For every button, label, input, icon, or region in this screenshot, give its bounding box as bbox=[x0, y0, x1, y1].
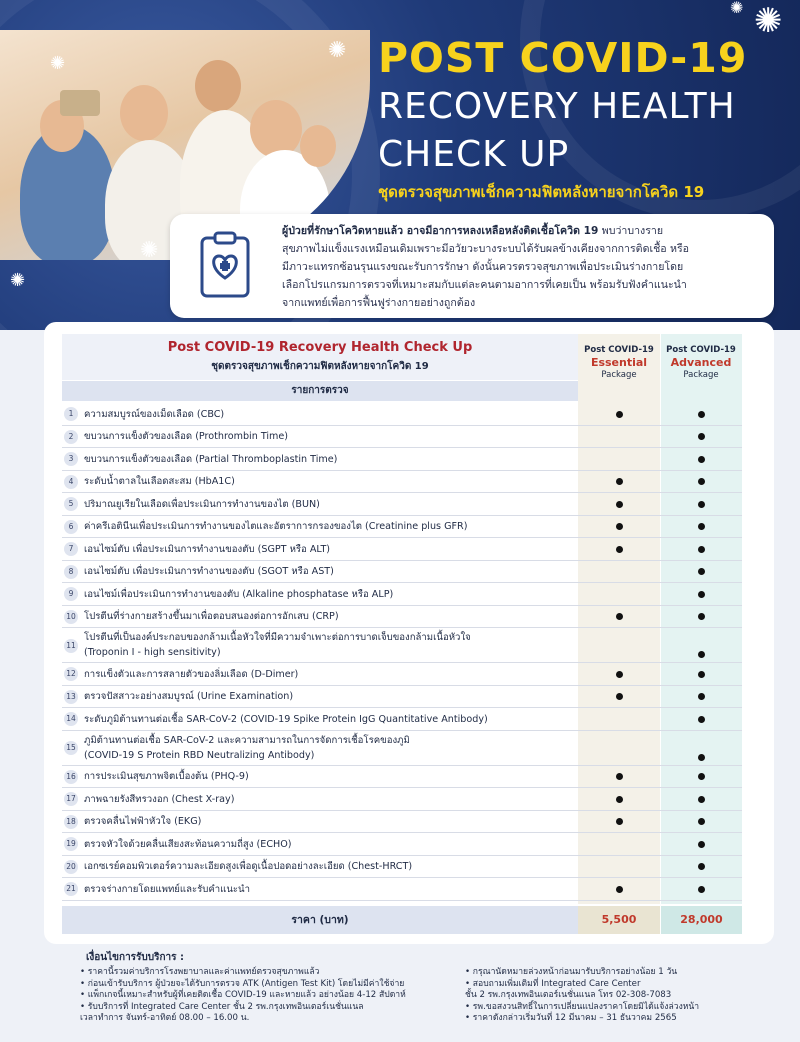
advanced-included-dot bbox=[698, 773, 705, 780]
row-label-line1: เอกซเรย์คอมพิวเตอร์ความละเอียดสูงเพื่อดูเนื้อปอดอย่างละเอียด (Chest-HRCT) bbox=[84, 861, 413, 873]
table-row bbox=[62, 766, 742, 789]
row-label bbox=[84, 814, 578, 829]
table-row bbox=[62, 788, 742, 811]
table-title-cell bbox=[62, 334, 578, 380]
row-label-line1: เอนไซม์เพื่อประเมินการทำงานของตับ (Alkaline phosphatase หรือ ALP) bbox=[84, 588, 394, 600]
row-number: 8 bbox=[64, 565, 78, 579]
title-line-1: POST COVID-19 bbox=[378, 34, 748, 82]
condition-item: • ก่อนเข้ารับบริการ ผู้ป่วยจะได้รับการตรวจ ATK (Antigen Test Kit) โดยไม่มีค่าใช้จ่าย bbox=[80, 978, 405, 989]
row-number: 3 bbox=[64, 452, 78, 466]
row-label bbox=[84, 837, 578, 852]
advanced-included-dot bbox=[698, 478, 705, 485]
table-row bbox=[62, 686, 742, 709]
row-label-line1: ขบวนการแข็งตัวของเลือด (Partial Thromboplastin Time) bbox=[84, 453, 338, 465]
intro-lead: ผู้ป่วยที่รักษาโควิดหายแล้ว อาจมีอาการหลงเหลือหลังติดเชื้อโควิด 19 bbox=[282, 225, 599, 237]
essential-included-dot bbox=[616, 796, 623, 803]
advanced-included-dot bbox=[698, 456, 705, 463]
price-row bbox=[62, 906, 742, 934]
table-row bbox=[62, 708, 742, 731]
essential-included-dot bbox=[616, 886, 623, 893]
table-row bbox=[62, 471, 742, 494]
advanced-included-dot bbox=[698, 818, 705, 825]
intro-line1-rest: พบว่าบางราย bbox=[598, 225, 664, 237]
essential-included-dot bbox=[616, 501, 623, 508]
row-label-line1: การประเมินสุขภาพจิตเบื้องต้น (PHQ-9) bbox=[84, 771, 249, 783]
table-row bbox=[62, 663, 742, 686]
row-number: 4 bbox=[64, 475, 78, 489]
row-number: 7 bbox=[64, 542, 78, 556]
advanced-included-dot bbox=[698, 523, 705, 530]
row-label bbox=[84, 497, 578, 512]
row-label-line1: ขบวนการแข็งตัวของเลือด (Prothrombin Time) bbox=[84, 431, 289, 443]
title-line-2: RECOVERY HEALTH bbox=[378, 86, 736, 127]
price-essential: 5,500 bbox=[578, 906, 660, 934]
table-row bbox=[62, 731, 742, 766]
row-label-line1: การแข็งตัวและการสลายตัวของลิ่มเลือด (D-Dimer) bbox=[84, 668, 299, 680]
row-label bbox=[84, 882, 578, 897]
row-number: 11 bbox=[64, 639, 78, 653]
essential-included-dot bbox=[616, 693, 623, 700]
essential-included-dot bbox=[616, 523, 623, 530]
advanced-included-dot bbox=[698, 501, 705, 508]
package-essential-line1: Post COVID-19 bbox=[584, 345, 654, 355]
conditions-title: เงื่อนไขการรับบริการ : bbox=[86, 952, 185, 963]
advanced-included-dot bbox=[698, 716, 705, 723]
row-label bbox=[84, 609, 578, 624]
condition-item: ชั้น 2 รพ.กรุงเทพอินเตอร์เนชั่นแนล โทร 02-308-7083 bbox=[465, 990, 672, 1001]
row-label bbox=[84, 712, 578, 727]
intro-line3: มีภาวะแทรกซ้อนรุนแรงขณะรับการรักษา ดังนั้นควรตรวจสุขภาพเพื่อประเมินร่างกายโดย bbox=[282, 261, 684, 273]
row-number: 17 bbox=[64, 792, 78, 806]
condition-item: • ราคานี้รวมค่าบริการโรงพยาบาลและค่าแพทย์ตรวจสุขภาพแล้ว bbox=[80, 967, 320, 977]
row-label bbox=[84, 630, 578, 660]
row-label-line1: ภูมิต้านทานต่อเชื้อ SAR-CoV-2 และความสามารถในการจัดการเชื้อโรคของภูมิ bbox=[84, 734, 410, 746]
table-row bbox=[62, 811, 742, 834]
table-row bbox=[62, 538, 742, 561]
intro-line5: จากแพทย์เพื่อการฟื้นฟูร่างกายอย่างถูกต้อง bbox=[282, 297, 476, 309]
condition-item: • รับบริการที่ Integrated Care Center ชั้น 2 รพ.กรุงเทพอินเตอร์เนชั่นแนล bbox=[80, 1001, 364, 1012]
essential-included-dot bbox=[616, 818, 623, 825]
row-label bbox=[84, 689, 578, 704]
row-number: 6 bbox=[64, 520, 78, 534]
row-label bbox=[84, 452, 578, 467]
row-number: 21 bbox=[64, 882, 78, 896]
row-number: 14 bbox=[64, 712, 78, 726]
row-number: 18 bbox=[64, 815, 78, 829]
table-row bbox=[62, 516, 742, 539]
row-label-line1: โปรตีนที่ร่างกายสร้างขึ้นมาเพื่อตอบสนองต่อการอักเสบ (CRP) bbox=[84, 611, 339, 623]
table-row bbox=[62, 583, 742, 606]
row-number: 13 bbox=[64, 690, 78, 704]
virus-icon: ✺ bbox=[754, 1, 783, 41]
title-line-3: CHECK UP bbox=[378, 134, 570, 175]
condition-item: • สอบถามเพิ่มเติมที่ Integrated Care Center bbox=[465, 978, 641, 989]
virus-icon: ✺ bbox=[140, 238, 159, 263]
row-label bbox=[84, 769, 578, 784]
condition-item: • ราคาดังกล่าวเริ่มวันที่ 12 มีนาคม – 31 ธันวาคม 2565 bbox=[465, 1013, 677, 1024]
row-number: 20 bbox=[64, 860, 78, 874]
advanced-included-dot bbox=[698, 591, 705, 598]
table-title-en: Post COVID-19 Recovery Health Check Up bbox=[167, 340, 473, 355]
package-essential-line3: Package bbox=[601, 370, 637, 380]
advanced-included-dot bbox=[698, 754, 705, 761]
advanced-included-dot bbox=[698, 568, 705, 575]
table-row bbox=[62, 561, 742, 584]
row-label-line1: ปริมาณยูเรียในเลือดเพื่อประเมินการทำงานของไต (BUN) bbox=[84, 498, 320, 510]
table-row bbox=[62, 493, 742, 516]
row-label bbox=[84, 667, 578, 682]
essential-included-dot bbox=[616, 671, 623, 678]
row-label-line1: ระดับน้ำตาลในเลือดสะสม (HbA1C) bbox=[84, 476, 235, 488]
row-number: 12 bbox=[64, 667, 78, 681]
intro-line4: เลือกโปรแกรมการตรวจที่เหมาะสมกับแต่ละคนตามอาการที่เคยเป็น พร้อมรับฟังคำแนะนำ bbox=[282, 279, 687, 291]
row-label-line2: (COVID-19 S Protein RBD Neutralizing Antibody) bbox=[84, 749, 315, 761]
package-essential-name: Essential bbox=[590, 356, 648, 369]
table-title-th: ชุดตรวจสุขภาพเช็กความฟิตหลังหายจากโควิด 19 bbox=[211, 361, 429, 372]
advanced-included-dot bbox=[698, 863, 705, 870]
virus-icon: ✺ bbox=[730, 0, 744, 17]
intro-text bbox=[282, 222, 768, 312]
row-label bbox=[84, 792, 578, 807]
package-header-essential bbox=[578, 345, 660, 380]
table-row bbox=[62, 833, 742, 856]
essential-included-dot bbox=[616, 411, 623, 418]
table-subheader: รายการตรวจ bbox=[62, 381, 578, 401]
advanced-included-dot bbox=[698, 411, 705, 418]
table-row bbox=[62, 448, 742, 471]
package-advanced-name: Advanced bbox=[670, 356, 732, 369]
package-header-advanced bbox=[660, 345, 742, 380]
row-label-line1: ตรวจปัสสาวะอย่างสมบูรณ์ (Urine Examination) bbox=[84, 691, 294, 703]
row-number: 5 bbox=[64, 497, 78, 511]
advanced-included-dot bbox=[698, 796, 705, 803]
essential-included-dot bbox=[616, 613, 623, 620]
row-label-line1: เอนไซม์ตับ เพื่อประเมินการทำงานของตับ (SGOT หรือ AST) bbox=[84, 566, 334, 578]
table-row bbox=[62, 856, 742, 879]
price-label: ราคา (บาท) bbox=[62, 906, 578, 934]
row-label bbox=[84, 474, 578, 489]
table-row bbox=[62, 628, 742, 663]
price-advanced: 28,000 bbox=[661, 906, 742, 934]
row-number: 1 bbox=[64, 407, 78, 421]
row-number: 15 bbox=[64, 741, 78, 755]
conditions-right bbox=[465, 967, 785, 1025]
clipboard-heart-icon bbox=[188, 228, 264, 304]
condition-item: • กรุณานัดหมายล่วงหน้าก่อนมารับบริการอย่างน้อย 1 วัน bbox=[465, 967, 678, 977]
advanced-included-dot bbox=[698, 651, 705, 658]
row-label-line1: เอนไซม์ตับ เพื่อประเมินการทำงานของตับ (SGPT หรือ ALT) bbox=[84, 543, 331, 555]
row-label-line1: ความสมบูรณ์ของเม็ดเลือด (CBC) bbox=[84, 408, 225, 420]
row-number: 16 bbox=[64, 770, 78, 784]
title-thai: ชุดตรวจสุขภาพเช็กความฟิตหลังหายจากโควิด 19 bbox=[378, 183, 705, 201]
row-number: 10 bbox=[64, 610, 78, 624]
table-row bbox=[62, 606, 742, 629]
row-label-line2: (Troponin I - high sensitivity) bbox=[84, 647, 221, 658]
row-label-line1: ตรวจหัวใจด้วยคลื่นเสียงสะท้อนความถี่สูง (ECHO) bbox=[84, 838, 292, 850]
advanced-included-dot bbox=[698, 613, 705, 620]
intro-box bbox=[170, 214, 774, 318]
package-advanced-line1: Post COVID-19 bbox=[666, 345, 736, 355]
row-label-line1: ระดับภูมิต้านทานต่อเชื้อ SAR-CoV-2 (COVID-19 Spike Protein IgG Quantitative Antibody) bbox=[84, 713, 488, 725]
virus-icon: ✺ bbox=[50, 53, 66, 74]
essential-included-dot bbox=[616, 546, 623, 553]
table-row bbox=[62, 426, 742, 449]
row-label bbox=[84, 587, 578, 602]
row-label-line1: โปรตีนที่เป็นองค์ประกอบของกล้ามเนื้อหัวใจที่มีความจำเพาะต่อการบาดเจ็บของกล้ามเนื้อหัวใจ bbox=[84, 632, 471, 643]
row-label bbox=[84, 519, 578, 534]
condition-item: • รพ.ขอสงวนสิทธิ์ในการเปลี่ยนแปลงราคาโดยมิได้แจ้งล่วงหน้า bbox=[465, 1001, 700, 1012]
row-label-line1: ภาพฉายรังสีทรวงอก (Chest X-ray) bbox=[84, 793, 235, 805]
row-label bbox=[84, 407, 578, 422]
advanced-included-dot bbox=[698, 546, 705, 553]
row-label bbox=[84, 859, 578, 874]
condition-item: เวลาทำการ จันทร์-อาทิตย์ 08.00 – 16.00 น. bbox=[80, 1013, 250, 1024]
condition-item: • แพ็กเกจนี้เหมาะสำหรับผู้ที่เคยติดเชื้อ COVID-19 และหายแล้ว อย่างน้อย 4-12 สัปดาห์ bbox=[80, 990, 406, 1001]
conditions-left bbox=[80, 967, 450, 1025]
advanced-included-dot bbox=[698, 671, 705, 678]
row-label bbox=[84, 429, 578, 444]
row-label-line1: ตรวจคลื่นไฟฟ้าหัวใจ (EKG) bbox=[84, 816, 202, 828]
row-label bbox=[84, 733, 578, 763]
essential-included-dot bbox=[616, 478, 623, 485]
advanced-included-dot bbox=[698, 886, 705, 893]
virus-icon: ✺ bbox=[10, 270, 26, 291]
row-number: 2 bbox=[64, 430, 78, 444]
virus-icon: ✺ bbox=[328, 38, 347, 63]
package-advanced-line3: Package bbox=[683, 370, 719, 380]
row-number: 9 bbox=[64, 587, 78, 601]
advanced-included-dot bbox=[698, 841, 705, 848]
essential-included-dot bbox=[616, 773, 623, 780]
table-row bbox=[62, 403, 742, 426]
row-label bbox=[84, 542, 578, 557]
row-number: 19 bbox=[64, 837, 78, 851]
row-label-line1: ตรวจร่างกายโดยแพทย์และรับคำแนะนำ bbox=[84, 883, 250, 895]
row-label bbox=[84, 564, 578, 579]
table-row bbox=[62, 878, 742, 901]
advanced-included-dot bbox=[698, 433, 705, 440]
row-label-line1: ค่าครีเอตินีนเพื่อประเมินการทำงานของไตและอัตราการกรองของไต (Creatinine plus GFR) bbox=[84, 521, 468, 533]
advanced-included-dot bbox=[698, 693, 705, 700]
intro-line2: สุขภาพไม่แข็งแรงเหมือนเดิมเพราะมีอวัยวะบางระบบได้รับผลข้างเคียงจากการติดเชื้อ หรือ bbox=[282, 243, 690, 255]
